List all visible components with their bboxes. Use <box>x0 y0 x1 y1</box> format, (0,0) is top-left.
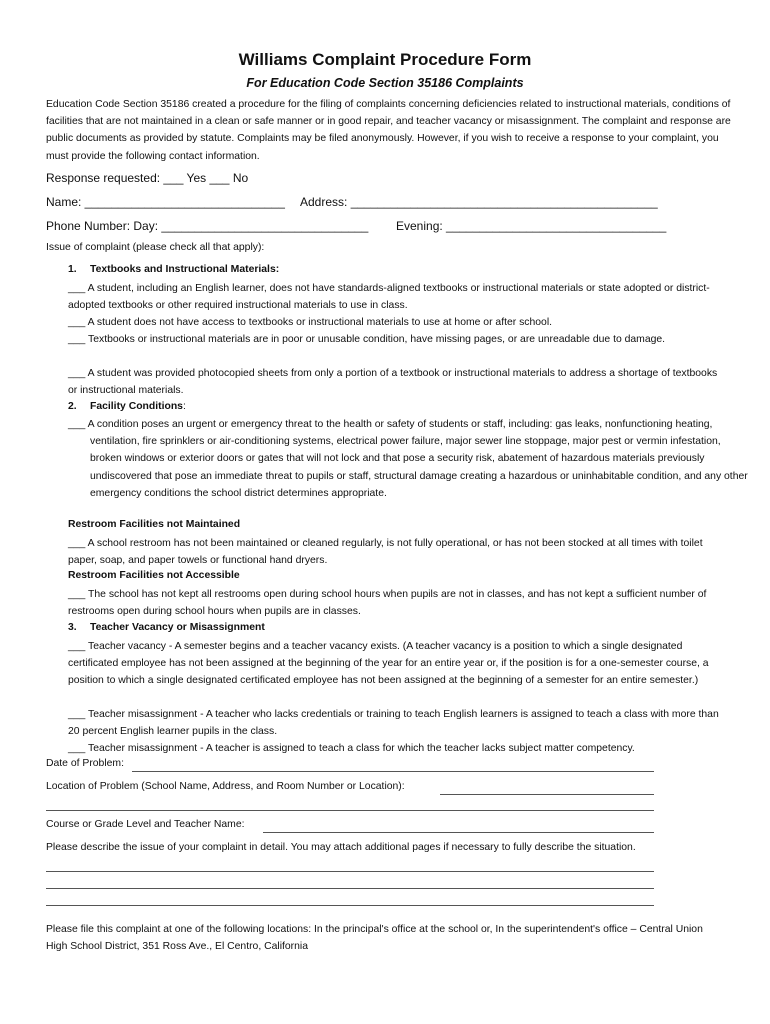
section-teacher-heading <box>68 622 265 633</box>
form-title: Williams Complaint Procedure Form <box>238 50 532 69</box>
intro-paragraph: Education Code Section 35186 created a procedure for the filing of complaints concerning deficiencies related to instructional materials, conditions of facilities that are not maintained in a clean or safe manner or in good repair, and teacher vacancy or misassignment. The complaint and response are public documents as provided by statute. Complaints may be filed anonymously. However, if you wish to receive a response to your complaint, you must provide the following contact information. <box>46 99 731 162</box>
restroom-accessible-item[interactable]: ___ The school has not kept all restrooms open during school hours when pupils are not in classes, and has not kept a sufficient number of restrooms open during school hours when pupils are in classes. <box>68 589 707 618</box>
describe-line-2[interactable] <box>46 888 654 889</box>
address-field[interactable]: Address: ______________________________________________ <box>300 195 658 209</box>
course-label: Course or Grade Level and Teacher Name: <box>46 819 245 830</box>
textbooks-item-2[interactable]: ___ A student does not have access to textbooks or instructional materials to use at home or after school. <box>68 317 553 328</box>
course-line[interactable] <box>263 832 654 833</box>
restroom-maintained-heading: Restroom Facilities not Maintained <box>68 519 241 530</box>
phone-day-field[interactable]: Phone Number: Day: _______________________________ <box>46 219 369 233</box>
teacher-item-3[interactable]: ___ Teacher misassignment - A teacher is assigned to teach a class for which the teacher lacks subject matter competency. <box>68 743 635 754</box>
section-heading-text: Facility Conditions <box>90 401 183 412</box>
name-field[interactable]: Name: ______________________________ <box>46 195 285 209</box>
textbooks-item-4[interactable]: ___ A student was provided photocopied sheets from only a portion of a textbook or instructional materials to address a shortage of textbooks or instructional materials. <box>68 368 718 397</box>
section-textbooks-heading <box>68 264 279 275</box>
footer-instructions: Please file this complaint at one of the following locations: In the principal's office at the school or, In the superintendent's office – Central Union High School District, 351 Ross Ave., El Centro, California <box>46 924 703 953</box>
location-label: Location of Problem (School Name, Address, and Room Number or Location): <box>46 781 405 792</box>
describe-label: Please describe the issue of your complaint in detail. You may attach additional pages if necessary to fully describe the situation. <box>46 842 636 853</box>
teacher-item-2[interactable]: ___ Teacher misassignment - A teacher who lacks credentials or training to teach English learners is assigned to teach a class with more than 20 percent English learner pupils in the class. <box>68 709 719 738</box>
textbooks-item-1[interactable]: ___ A student, including an English learner, does not have standards-aligned textbooks or instructional materials or state adopted or district-adopted textbooks or other required instructional materials to use in class. <box>68 283 710 312</box>
date-of-problem-line[interactable] <box>132 771 654 772</box>
describe-line-1[interactable] <box>46 871 654 872</box>
date-of-problem-label: Date of Problem: <box>46 758 124 769</box>
restroom-accessible-heading: Restroom Facilities not Accessible <box>68 570 240 581</box>
section-number: 1. <box>68 264 77 275</box>
facility-item[interactable]: ___ A condition poses an urgent or emergency threat to the health or safety of students or staff, including: gas leaks, nonfunctioning heating, ventilation, fire sprinklers or air-conditioning systems, electrical power failure, major sewer line stoppage, major pest or vermin infestation, broken windows or exterior doors or gates that will not lock and that pose a security risk, abatement of hazardous materials previously undiscovered that pose an immediate threat to pupils or staff, structural damage creating a hazardous or uninhabitable condition, and any other emergency conditions the school district determines appropriate. <box>68 419 748 499</box>
restroom-maintained-item[interactable]: ___ A school restroom has not been maintained or cleaned regularly, is not fully operational, or has not been stocked at all times with toilet paper, soap, and paper towels or functional hand dryers. <box>68 538 703 567</box>
form-subtitle: For Education Code Section 35186 Complaints <box>246 76 524 90</box>
section-heading-colon: : <box>182 401 186 412</box>
location-line[interactable] <box>440 794 654 795</box>
response-requested[interactable]: Response requested: ___ Yes ___ No <box>46 171 249 185</box>
section-facility-heading <box>68 401 186 412</box>
phone-evening-field[interactable]: Evening: _________________________________ <box>396 219 667 233</box>
issue-label: Issue of complaint (please check all that apply): <box>46 242 265 253</box>
textbooks-item-3[interactable]: ___ Textbooks or instructional materials are in poor or unusable condition, have missing pages, or are unreadable due to damage. <box>68 334 666 345</box>
section-heading-text: Teacher Vacancy or Misassignment <box>90 622 265 633</box>
describe-line-3[interactable] <box>46 905 654 906</box>
section-number: 2. <box>68 401 77 412</box>
teacher-item-1[interactable]: ___ Teacher vacancy - A semester begins and a teacher vacancy exists. (A teacher vacancy is a position to which a single designated certificated employee has not been assigned at the beginning of the year for an entire year or, if the position is for a one-semester course, a position to which a single designated certificated employee has not been assigned at the beginning of a semester for an entire semester.) <box>68 641 709 687</box>
section-number: 3. <box>68 622 77 633</box>
section-heading-text: Textbooks and Instructional Materials: <box>90 264 280 275</box>
location-line-2[interactable] <box>46 810 654 811</box>
